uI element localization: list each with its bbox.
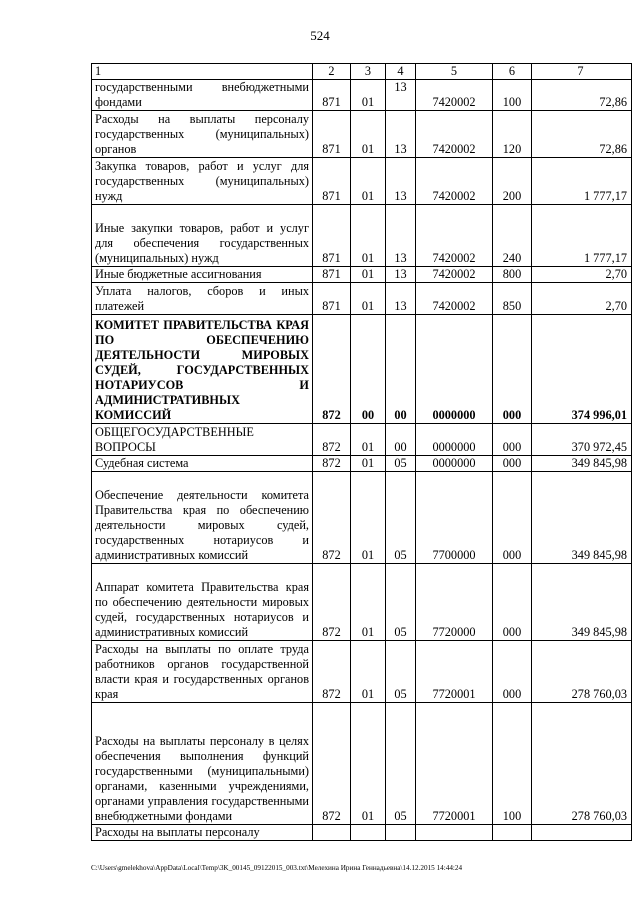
table-cell: 278 760,03 (532, 641, 632, 703)
table-cell: 2,70 (532, 267, 632, 283)
table-cell: Обеспечение деятельности комитета Правительства края по обеспечению деятельности мировых судей, государственных нотариусов и административных комиссий (92, 472, 313, 564)
table-cell: 01 (351, 283, 386, 315)
file-path-footer: C:\Users\gmelekhova\AppData\Local\Temp\3K_00145_09122015_003.txt\Мелехина Ирина Геннадьевна\14.12.2015 14:44:24 (91, 864, 463, 872)
table-cell: 349 845,98 (532, 472, 632, 564)
table-cell: 0000000 (416, 456, 493, 472)
table-row (92, 825, 632, 841)
table-cell: 00 (351, 315, 386, 424)
table-cell: 01 (351, 424, 386, 456)
table-row (92, 158, 632, 205)
table-cell: 000 (493, 641, 532, 703)
table-cell: 01 (351, 111, 386, 158)
table-cell: 7420002 (416, 283, 493, 315)
table-header-row (92, 64, 632, 80)
column-header: 3 (351, 64, 386, 80)
table-cell: 13 (386, 283, 416, 315)
table-cell: 200 (493, 158, 532, 205)
table-cell: 72,86 (532, 80, 632, 111)
table-cell: Иные бюджетные ассигнования (92, 267, 313, 283)
table-cell: 05 (386, 564, 416, 641)
table-cell: 871 (313, 205, 351, 267)
page-number: 524 (310, 28, 330, 43)
table-cell: 1 777,17 (532, 158, 632, 205)
table-cell: Иные закупки товаров, работ и услуг для обеспечения государственных (муниципальных) нужд (92, 205, 313, 267)
table-row (92, 472, 632, 564)
column-header: 5 (416, 64, 493, 80)
table-cell: 13 (386, 267, 416, 283)
table-cell: 7420002 (416, 205, 493, 267)
table-cell: 7720000 (416, 564, 493, 641)
table-cell: Расходы на выплаты персоналу в целях обеспечения выполнения функций государственными (муниципальными) органами, казенными учреждениями, органами управления государственными внебюджетными фондами (92, 703, 313, 825)
table-cell: ОБЩЕГОСУДАРСТВЕННЫЕ ВОПРОСЫ (92, 424, 313, 456)
table-cell: Судебная система (92, 456, 313, 472)
table-cell: 872 (313, 641, 351, 703)
table-row (92, 205, 632, 267)
table-cell: 000 (493, 472, 532, 564)
table-cell: 05 (386, 641, 416, 703)
table-row (92, 283, 632, 315)
table-cell: 13 (386, 80, 416, 111)
column-header: 7 (532, 64, 632, 80)
table-cell: 871 (313, 267, 351, 283)
table-cell: 7720001 (416, 703, 493, 825)
table-cell: 872 (313, 424, 351, 456)
table-cell: 120 (493, 111, 532, 158)
table-row (92, 456, 632, 472)
table-row (92, 267, 632, 283)
table-cell: Расходы на выплаты персоналу (92, 825, 313, 841)
table-cell: Расходы на выплаты персоналу государственных (муниципальных) органов (92, 111, 313, 158)
table-cell: 800 (493, 267, 532, 283)
table-row (92, 564, 632, 641)
table-cell: 7420002 (416, 80, 493, 111)
table-cell: 05 (386, 456, 416, 472)
table-cell (493, 825, 532, 841)
table-cell: 872 (313, 703, 351, 825)
table-cell: 871 (313, 158, 351, 205)
table-cell: 872 (313, 564, 351, 641)
table-cell: 871 (313, 80, 351, 111)
table-cell (532, 825, 632, 841)
table-cell: 000 (493, 564, 532, 641)
table-cell: 0000000 (416, 315, 493, 424)
table-cell: 00 (386, 424, 416, 456)
table-cell: 1 777,17 (532, 205, 632, 267)
table-cell: 872 (313, 472, 351, 564)
table-cell: 0000000 (416, 424, 493, 456)
table-cell: 871 (313, 283, 351, 315)
table-cell: Закупка товаров, работ и услуг для государственных (муниципальных) нужд (92, 158, 313, 205)
table-cell: 850 (493, 283, 532, 315)
table-row (92, 315, 632, 424)
table-cell: 2,70 (532, 283, 632, 315)
table-cell: Расходы на выплаты по оплате труда работников органов государственной власти края и государственных органов края (92, 641, 313, 703)
table-cell: 000 (493, 424, 532, 456)
column-header: 1 (92, 64, 313, 80)
table-cell: государственными внебюджетными фондами (92, 80, 313, 111)
table-cell: 00 (386, 315, 416, 424)
table-cell: 01 (351, 456, 386, 472)
table-cell (386, 825, 416, 841)
table-cell: Аппарат комитета Правительства края по обеспечению деятельности мировых судей, государственных нотариусов и административных комиссий (92, 564, 313, 641)
column-header: 4 (386, 64, 416, 80)
table-cell (313, 825, 351, 841)
table-cell: 72,86 (532, 111, 632, 158)
column-header: 6 (493, 64, 532, 80)
table-row (92, 80, 632, 111)
table-cell: 01 (351, 472, 386, 564)
table-cell: 871 (313, 111, 351, 158)
table-cell: 7420002 (416, 111, 493, 158)
table-cell: 100 (493, 703, 532, 825)
table-cell: 13 (386, 205, 416, 267)
table-cell: 01 (351, 80, 386, 111)
table-cell: 01 (351, 641, 386, 703)
table-cell: 872 (313, 315, 351, 424)
table-cell: 01 (351, 205, 386, 267)
table-row (92, 424, 632, 456)
table-cell: 000 (493, 456, 532, 472)
table-cell: КОМИТЕТ ПРАВИТЕЛЬСТВА КРАЯ ПО ОБЕСПЕЧЕНИЮ ДЕЯТЕЛЬНОСТИ МИРОВЫХ СУДЕЙ, ГОСУДАРСТВЕННЫХ НОТАРИУСОВ И АДМИНИСТРАТИВНЫХ КОМИССИЙ (92, 315, 313, 424)
table-cell: 872 (313, 456, 351, 472)
table-cell: 240 (493, 205, 532, 267)
budget-table (91, 63, 632, 841)
table-cell: 05 (386, 703, 416, 825)
column-header: 2 (313, 64, 351, 80)
table-cell: 01 (351, 564, 386, 641)
table-row (92, 641, 632, 703)
table-cell (416, 825, 493, 841)
table-cell: 278 760,03 (532, 703, 632, 825)
table-cell: Уплата налогов, сборов и иных платежей (92, 283, 313, 315)
table-cell: 05 (386, 472, 416, 564)
table-cell: 7420002 (416, 158, 493, 205)
table-cell: 000 (493, 315, 532, 424)
table-cell: 370 972,45 (532, 424, 632, 456)
table-cell: 01 (351, 703, 386, 825)
table-cell: 349 845,98 (532, 564, 632, 641)
table-cell: 374 996,01 (532, 315, 632, 424)
table-cell: 01 (351, 158, 386, 205)
table-cell: 13 (386, 158, 416, 205)
table-row (92, 703, 632, 825)
table-cell: 7700000 (416, 472, 493, 564)
table-cell: 100 (493, 80, 532, 111)
table-row (92, 111, 632, 158)
table-cell (351, 825, 386, 841)
table-cell: 7420002 (416, 267, 493, 283)
table-cell: 349 845,98 (532, 456, 632, 472)
table-cell: 13 (386, 111, 416, 158)
table-cell: 01 (351, 267, 386, 283)
table-cell: 7720001 (416, 641, 493, 703)
